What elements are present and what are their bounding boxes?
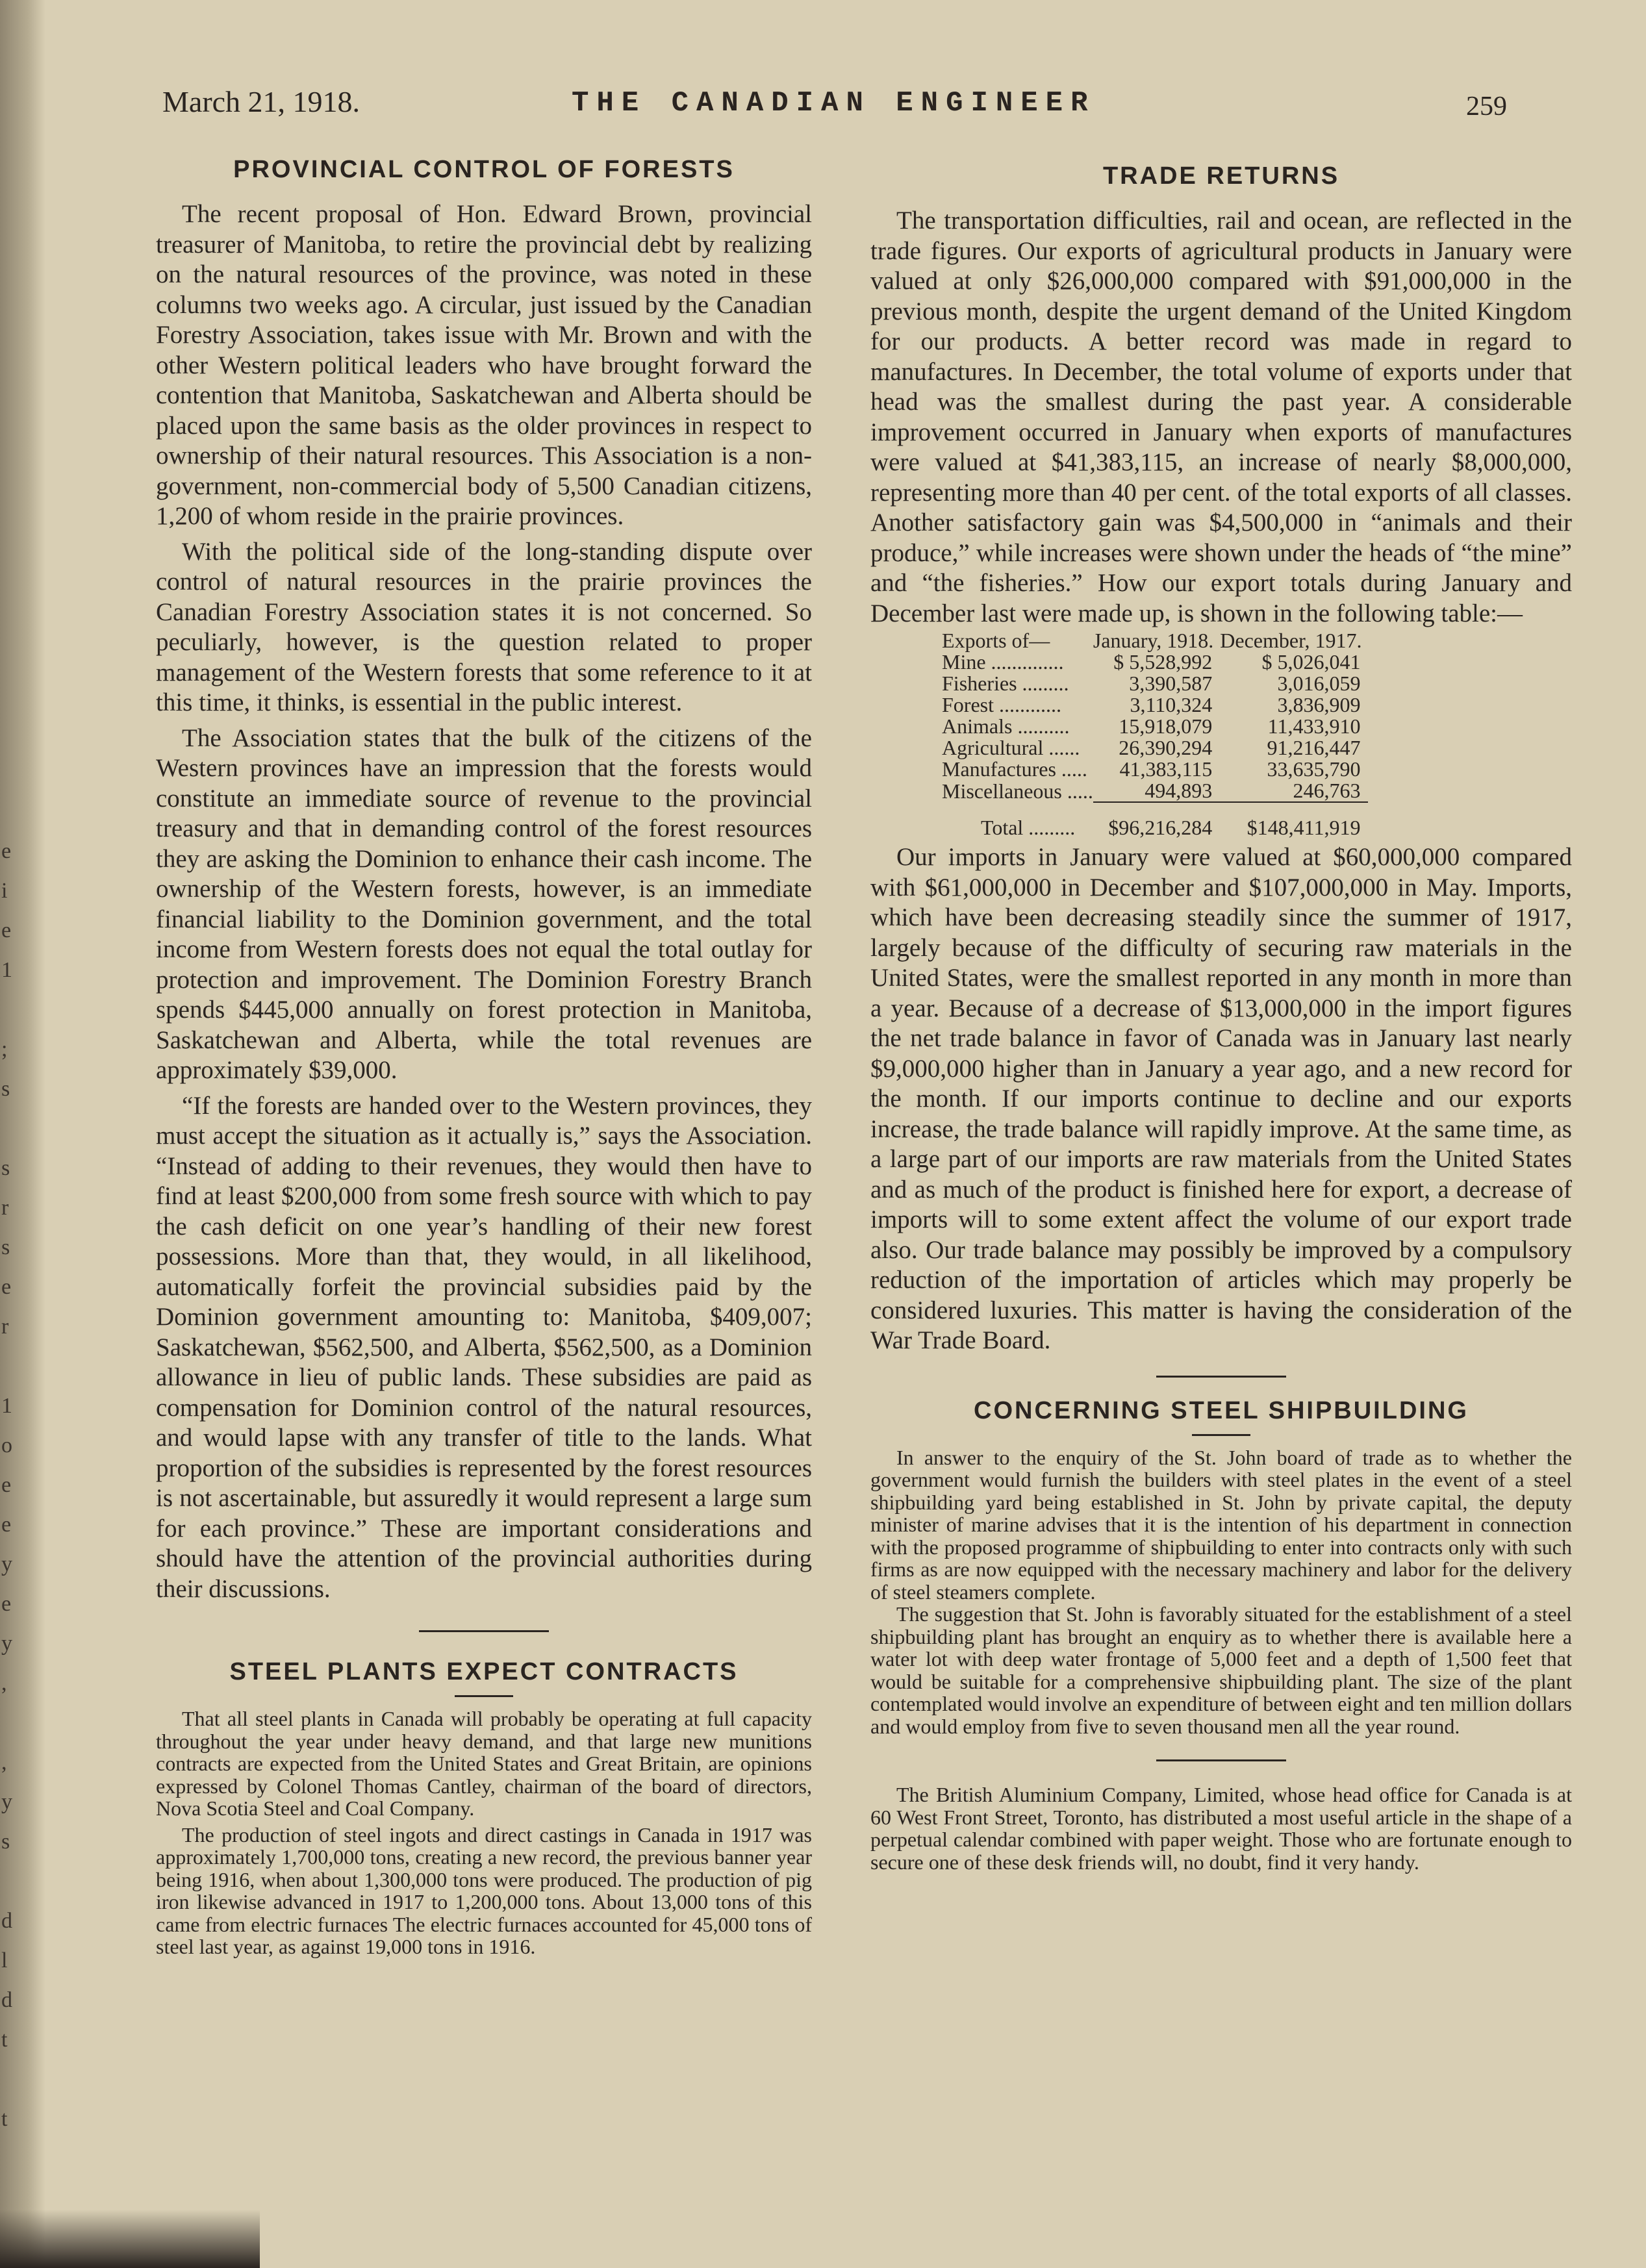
item-name: Agricultural [942, 736, 1044, 759]
january-value: $ 5,528,992 [1113, 650, 1213, 674]
margin-letter: s [1, 1235, 10, 1259]
item-name: Total [981, 815, 1024, 839]
title-underline [455, 1695, 513, 1697]
paragraph: The recent proposal of Hon. Edward Brown, provincial treasurer of Manitoba, to retire the provincial debt by realizing on the natural resources of the province, was noted in these columns two weeks ago. A circular, just issued by the Canadian Forestry Association, takes issue with Mr. Brown and with the other Western political leaders who have brought forward the contention that Manitoba, Saskatchewan and Alberta should be placed upon the same basis as the older provinces in respect to ownership of their natural resources. This Association is a non-government, non-commercial body of 5,500 Canadian citizens, 1,200 of whom reside in the prairie provinces. [156, 200, 812, 530]
title-underline [1192, 1434, 1250, 1436]
january-total: $96,216,284 [1108, 816, 1213, 839]
paragraph: The transportation difficulties, rail and ocean, are reflected in the trade figures. Our exports of agricultural products in January were valued at only $26,000,000 compared with $91,000,000 in the previous month, despite the urgent demand of the United Kingdom for our products. A better record was made in regard to manufactures. In December, the total volume of exports under that head was the smallest during the past year. A considerable improvement occurred in January when exports of manufactures were valued at $41,383,115, an increase of nearly $8,000,000, representing more than 40 per cent. of the total exports of all classes. Another satisfactory gain was $4,500,000 in “animals and their produce,” while increases were shown under the heads of “the mine” and “the fisheries.” How our export totals during January and December last were made up, is shown in the following table:— [870, 207, 1572, 627]
dot-leader: ..... [1061, 779, 1093, 803]
table-body [942, 651, 1368, 838]
margin-letter: o [1, 1433, 12, 1457]
margin-letter: e [1, 1275, 12, 1299]
row-label [942, 694, 1093, 716]
article-steel-plants-expect-contracts [156, 1658, 812, 1958]
margin-letter: s [1, 1077, 10, 1101]
dot-leader: ...... [1043, 736, 1080, 759]
margin-letter [1, 1861, 21, 1901]
column-header: Exports of— [942, 629, 1050, 652]
table-row [942, 737, 1368, 759]
section-divider [1156, 1376, 1286, 1378]
page-number: 259 [1466, 92, 1507, 121]
exports-table [942, 630, 1368, 838]
row-label [942, 780, 1093, 802]
table-row [942, 673, 1368, 694]
issue-date: March 21, 1918. [162, 85, 361, 118]
section-divider [1156, 1759, 1286, 1761]
table-row [942, 759, 1368, 780]
page-header [162, 84, 1533, 130]
margin-letter: , [1, 1671, 7, 1695]
january-value: 41,383,115 [1119, 757, 1213, 781]
dot-leader: ......... [1017, 672, 1069, 695]
december-value: 3,016,059 [1277, 672, 1361, 695]
margin-letter [1, 990, 21, 1029]
margin-letter [1, 1346, 21, 1386]
item-name: Manufactures [942, 757, 1056, 781]
margin-letter: l [1, 1948, 8, 1972]
item-name: Mine [942, 650, 986, 674]
january-value: 26,390,294 [1119, 736, 1213, 759]
december-value: 91,216,447 [1267, 736, 1361, 759]
january-value: 494,893 [1093, 780, 1220, 802]
margin-letter: y [1, 1632, 12, 1656]
paragraph: The Association states that the bulk of the citizens of the Western provinces have an impression that the forests would constitute an immediate source of revenue to the provincial treasury and that in demanding control of the forest resources they are asking the Dominion to enhance their cash income. The ownership of the Western forests, however, is an immediate financial liability to the Dominion government, and the total income from Western forests does not equal the total outlay for protection and improvement. The Dominion Forestry Branch spends $445,000 annually on forest protection in Manitoba, Saskatchewan and Alberta, while the total revenues are approximately $39,000. [156, 724, 812, 1084]
january-value: 3,390,587 [1129, 672, 1213, 695]
row-label [942, 673, 1093, 694]
row-label [942, 737, 1093, 759]
margin-letter: s [1, 1830, 10, 1854]
margin-letter: ; [1, 1037, 8, 1061]
table-row [942, 780, 1368, 802]
margin-letter: d [1, 1909, 12, 1933]
article-provincial-control-of-forests [156, 156, 812, 1604]
row-label [942, 759, 1093, 780]
article-title: PROVINCIAL CONTROL OF FORESTS [233, 156, 735, 183]
row-label [942, 802, 1093, 838]
margin-letter: s [1, 1156, 10, 1180]
article-concerning-steel-shipbuilding [870, 1397, 1572, 1738]
margin-letter: t [1, 2107, 8, 2131]
article-title: TRADE RETURNS [1102, 162, 1340, 190]
margin-letter: 1 [1, 1394, 12, 1418]
margin-letter: e [1, 1473, 12, 1497]
article-title: CONCERNING STEEL SHIPBUILDING [974, 1396, 1469, 1424]
table-header-row [942, 630, 1368, 651]
table-row [942, 716, 1368, 737]
article-title: STEEL PLANTS EXPECT CONTRACTS [229, 1658, 739, 1685]
article-british-aluminium [870, 1783, 1572, 1873]
bottom-corner-shadow [0, 2210, 260, 2268]
margin-letter [1, 1109, 21, 1148]
column-header: December, 1917. [1220, 629, 1362, 652]
margin-letter: e [1, 1513, 12, 1537]
table-row [942, 651, 1368, 673]
left-column [156, 156, 812, 1958]
dot-leader: ............ [994, 693, 1061, 716]
paragraph: The British Aluminium Company, Limited, whose head office for Canada is at 60 West Front Street, Toronto, has distributed a most useful article in the shape of a perpetual calendar combined with paper weight. Those who are fortunate enough to secure one of these desk friends will, no doubt, find it very handy. [870, 1783, 1572, 1874]
paragraph: That all steel plants in Canada will probably be operating at full capacity throughout the year under heavy demand, and that large new munitions contracts are expected from the United States and Great Britain, are opinions expressed by Colonel Thomas Cantley, chairman of the board of directors, Nova Scotia Steel and Coal Company. [156, 1707, 812, 1820]
margin-letter: t [1, 2028, 8, 2052]
article-trade-returns [870, 162, 1572, 1356]
paragraph: Our imports in January were valued at $60,000,000 compared with $61,000,000 in December and $107,000,000 in May. Imports, which have been decreasing steadily since the summer of 1917, largely because of the difficulty of securing raw materials in the United States, were the smallest reported in any month in more than a year. Because of a decrease of $13,000,000 in the import figures the net trade balance in favor of Canada was in January last nearly $9,000,000 higher than in January a year ago, and a new record for the month. If our imports continue to decline and our exports increase, the trade balance will rapidly improve. At the same time, as a large part of our imports are raw materials from the United States and as much of the product is finished here for export, a decrease of imports will to some extent affect the volume of our export trade also. Our trade balance may possibly be improved by a compulsory reduction of the importation of articles which may properly be considered luxuries. This matter is having the consideration of the War Trade Board. [870, 843, 1572, 1354]
paragraph: “If the forests are handed over to the Western provinces, they must accept the situation as it actually is,” says the Association. “Instead of adding to their revenues, they would then have to find at least $200,000 from some fresh source with which to pay the cash deficit on one year’s handling of their new forest possessions. More than that, they would, in all likelihood, automatically forfeit the provincial subsidies paid by the Dominion government amounting to: Manitoba, $409,007; Saskatchewan, $562,500, and Alberta, $562,500, as a Dominion allowance in lieu of public lands. These subsidies are paid as compensation for Dominion control of the natural resources, and would lapse with any transfer of title to the lands. What proportion of the subsidies is represented by the forest resources is not ascertainable, but assuredly it would represent a large sum for each province.” These are important considerations and should have the attention of the provincial authorities during their discussions. [156, 1091, 812, 1603]
table-total-row [942, 802, 1368, 838]
margin-letter: d [1, 1988, 12, 2012]
paragraph: The suggestion that St. John is favorably situated for the establishment of a steel shipbuilding plant has brought an enquiry as to whether there is available here a water lot with deep water frontage of 5,000 feet and a depth of 1,500 feet that would be suitable for a comprehensive shipbuilding plant. The size of the plant contemplated would involve an expenditure of between eight and ten million dollars and would employ from five to seven thousand men all the year round. [870, 1602, 1572, 1738]
paragraph: With the political side of the long-standing dispute over control of natural resources in the prairie provinces the Canadian Forestry Association states it is not concerned. So peculiarly, however, is the question related to proper management of the Western forests that some reference to it at this time, it thinks, is essential in the public interest. [156, 537, 812, 716]
december-value: $ 5,026,041 [1261, 650, 1361, 674]
table-row [942, 694, 1368, 716]
margin-letter: e [1, 1592, 12, 1616]
adjacent-page-margin [1, 831, 21, 2139]
december-total: $148,411,919 [1247, 816, 1361, 839]
item-name: Forest [942, 693, 994, 716]
margin-letter [1, 2060, 21, 2099]
january-value: 3,110,324 [1130, 693, 1213, 716]
dot-leader: ..... [1056, 757, 1087, 781]
january-value: 15,918,079 [1119, 714, 1213, 738]
section-divider [419, 1630, 549, 1632]
item-name: Fisheries [942, 672, 1017, 695]
margin-letter: 1 [1, 958, 12, 982]
dot-leader: .............. [985, 650, 1064, 674]
paragraph: In answer to the enquiry of the St. John board of trade as to whether the government would furnish the builders with steel plates in the event of a steel shipbuilding yard being established in St. John by private capital, the deputy minister of marine advises that it is the intention of his department in connection with the proposed programme of shipbuilding to enter into contracts only with such firms as are now equipped with the necessary machinery and labor for the delivery of steel steamers complete. [870, 1445, 1572, 1604]
margin-letter: r [1, 1196, 9, 1220]
margin-letter: e [1, 839, 12, 863]
december-value: 246,763 [1220, 780, 1368, 802]
row-label [942, 651, 1093, 673]
margin-letter: y [1, 1552, 12, 1576]
item-name: Animals [942, 714, 1013, 738]
paragraph: The production of steel ingots and direct castings in Canada in 1917 was approximately 1,700,000 tons, creating a new record, the previous banner year being 1916, when about 1,300,000 tons were produced. The production of pig iron likewise advanced in 1917 to 1,200,000 tons. About 13,000 tons of this came from electric furnaces The electric furnaces accounted for 45,000 tons of steel last year, as against 19,000 tons in 1916. [156, 1822, 812, 1958]
margin-letter [1, 1703, 21, 1743]
dot-leader: .......... [1012, 714, 1070, 738]
publication-title: THE CANADIAN ENGINEER [572, 87, 1096, 120]
december-value: 33,635,790 [1267, 757, 1361, 781]
december-value: 11,433,910 [1267, 714, 1361, 738]
column-header: January, 1918. [1093, 629, 1214, 652]
dot-leader: ......... [1023, 815, 1076, 839]
row-label [942, 716, 1093, 737]
margin-letter: r [1, 1315, 9, 1339]
margin-letter: y [1, 1790, 12, 1814]
margin-letter: e [1, 918, 12, 942]
margin-letter: , [1, 1750, 7, 1774]
margin-letter: i [1, 879, 8, 903]
right-column [870, 162, 1572, 1873]
december-value: 3,836,909 [1277, 693, 1361, 716]
item-name: Miscellaneous [942, 779, 1062, 803]
